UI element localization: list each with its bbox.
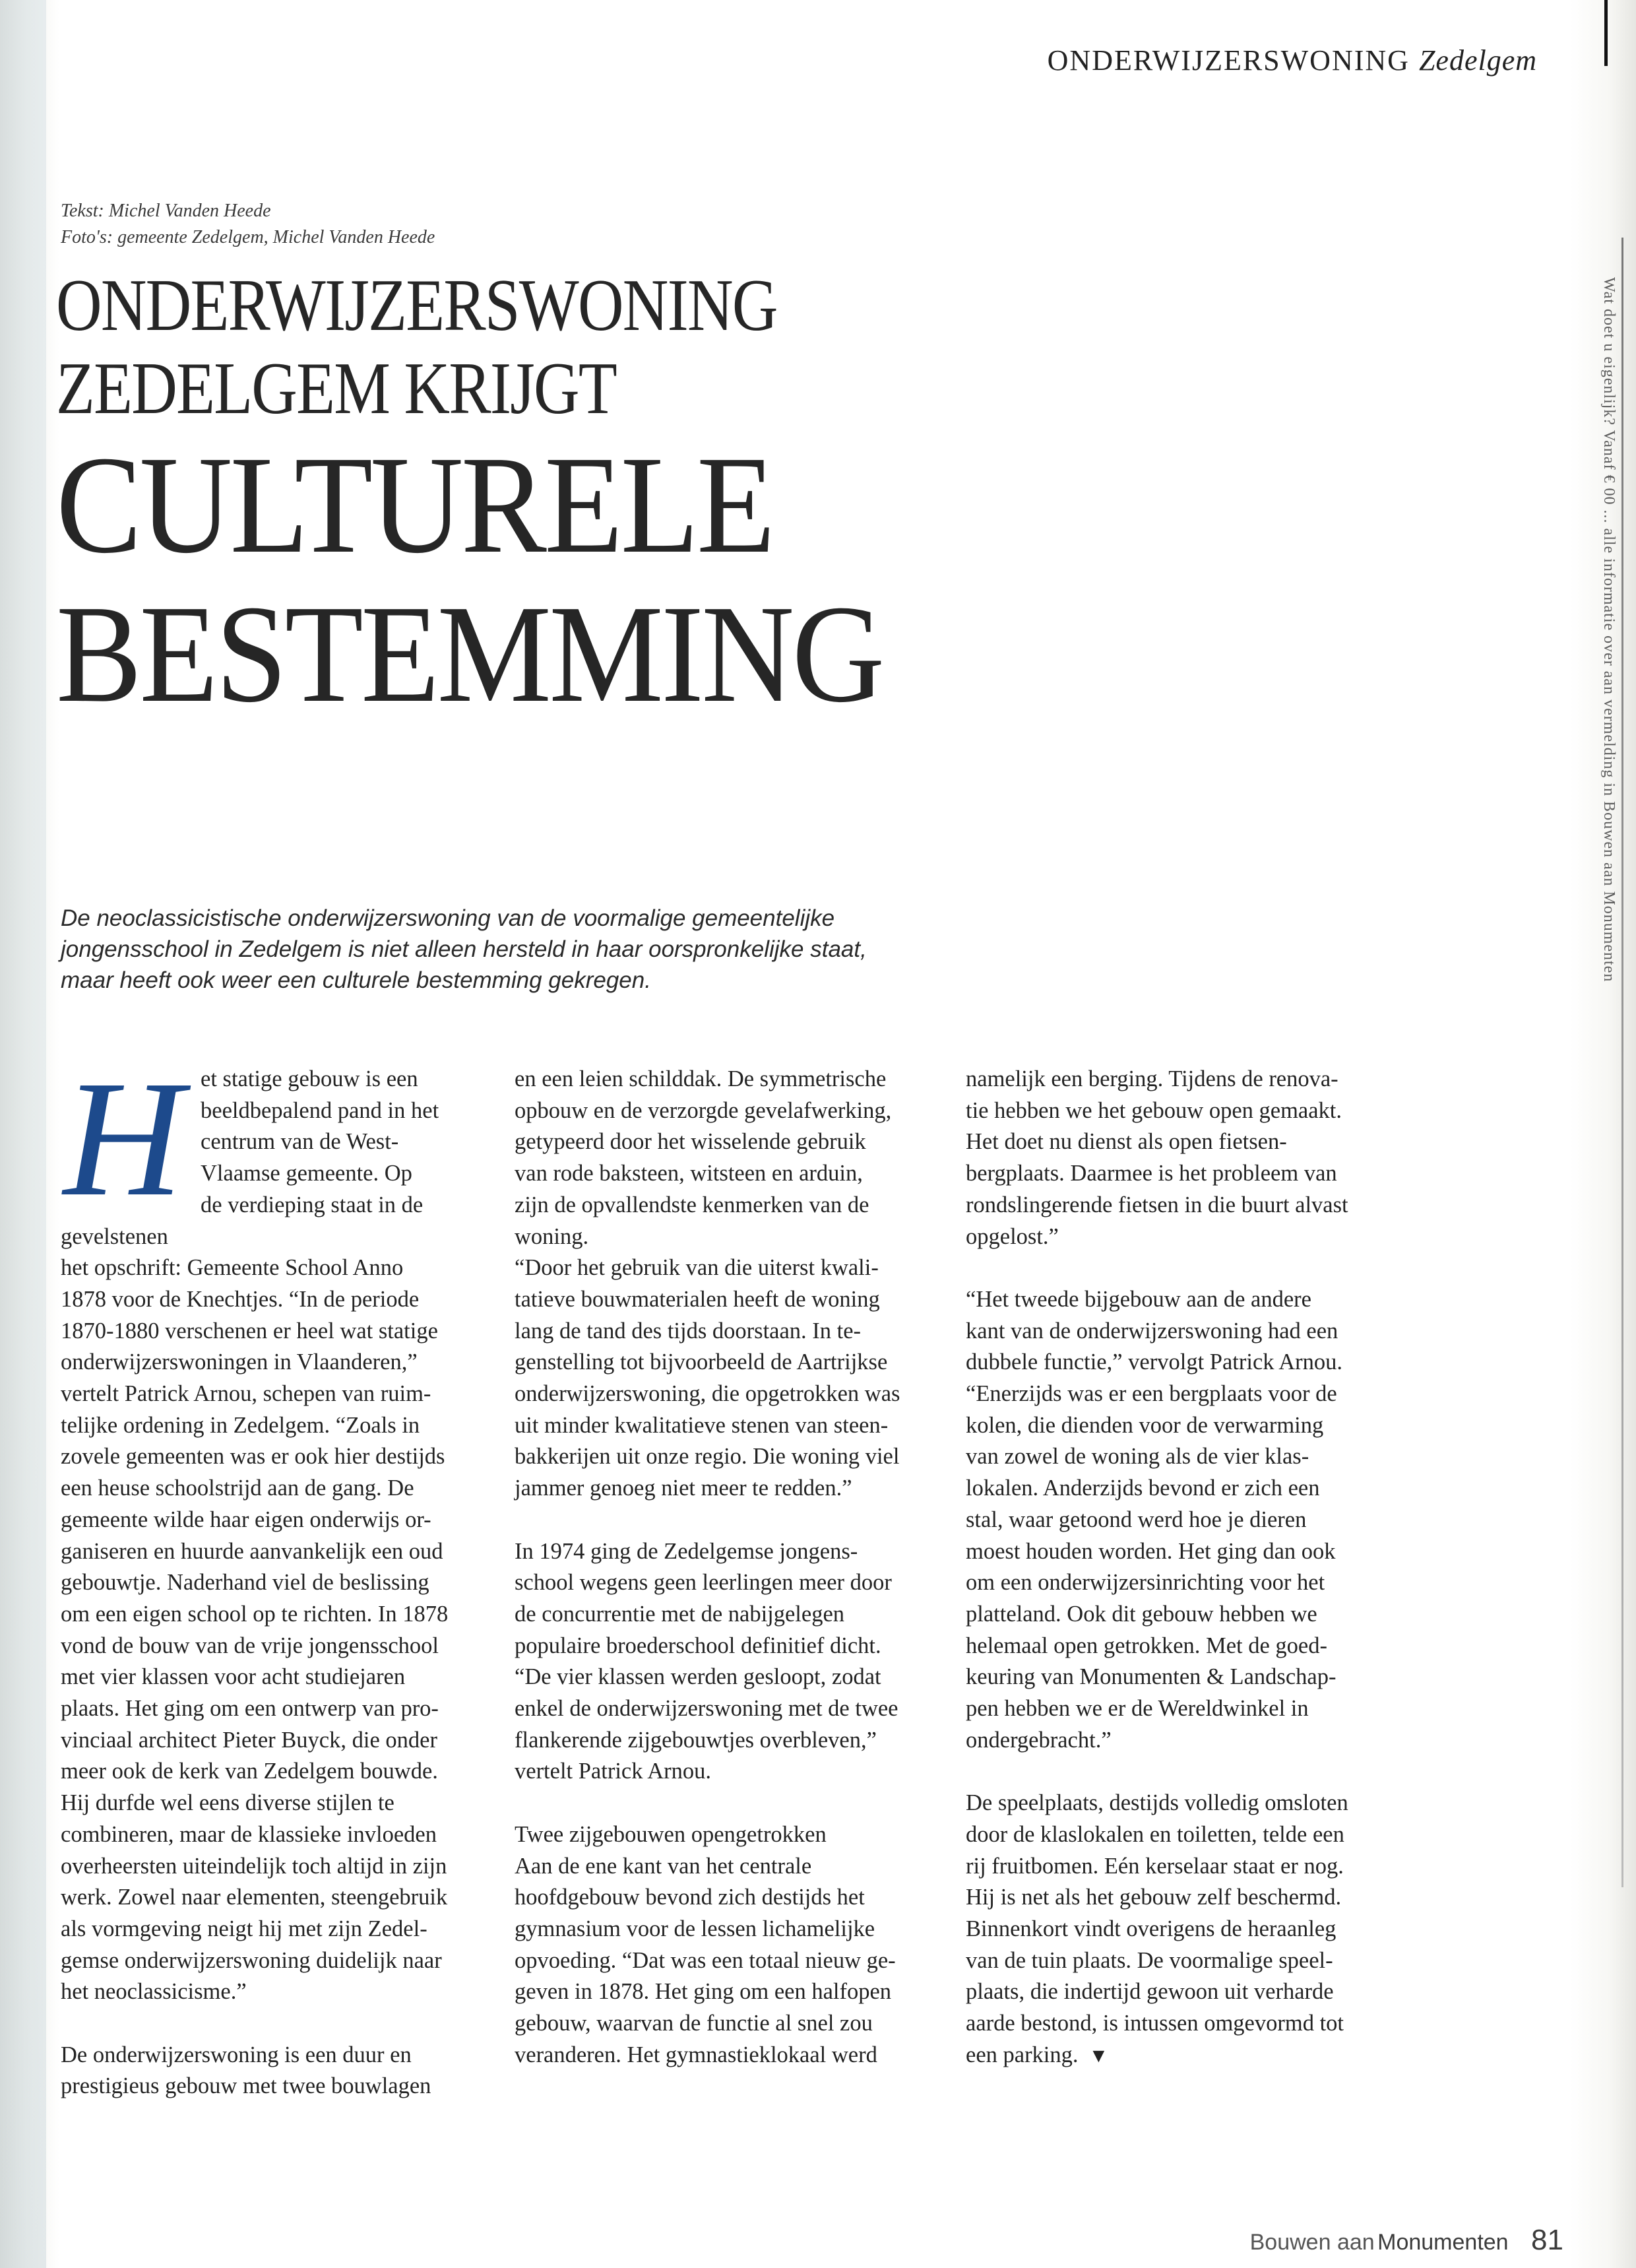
- edge-divider: [1621, 238, 1623, 1887]
- edge-mark: [1604, 0, 1608, 66]
- column2-paragraph-1: en een leien schilddak. De symmetrische opbouw en de verzorgde gevelafwerking, getypeerd door het wisselende gebruik van rode baksteen, witsteen en arduin, zijn de opvallendste kenmerken van de woning. “Door het gebruik van die uiterst kwali- tatieve bouwmaterialen heeft de woning lang de tand des tijds doorstaan. In te- genstelling tot bijvoorbeeld de Aartrijkse onderwijzerswoning, die opgetrokken was uit minder kwalitatieve stenen van steen- bakkerijen uit onze regio. Die woning viel jammer genoeg niet meer te redden.”: [515, 1066, 900, 1501]
- column2-paragraph-2: In 1974 ging de Zedelgemse jongens- school wegens geen leerlingen meer door de concurrentie met de nabijgelegen populaire broederschool definitief dicht. “De vier klassen werden gesloopt, zodat enkel de onderwijzerswoning met de twee flankerende zijgebouwtjes overbleven,” vertelt Patrick Arnou.: [515, 1538, 898, 1784]
- article-title: [56, 264, 955, 729]
- publication-name-part-1: Bouwen aan: [1249, 2230, 1375, 2255]
- column3-paragraph-2: “Het tweede bijgebouw aan de andere kant van de onderwijzerswoning had een dubbele functie,” vervolgt Patrick Arnou. “Enerzijds was er een bergplaats voor de kolen, die dienden voor de verwarming van zowel de woning als de vier klas- lokalen. Anderzijds bevond er zich een stal, waar getoond werd hoe je dieren moest houden worden. Het ging dan ook om een onderwijzersinrichting voor het platteland. Ook dit gebouw hebben we helemaal open getrokken. Met de goed- keuring van Monumenten & Landschap- pen hebben we er de Wereldwinkel in ondergebracht.”: [966, 1286, 1343, 1753]
- photo-credit: Foto's: gemeente Zedelgem, Michel Vanden Heede: [61, 227, 435, 247]
- text-column-2: [515, 1064, 937, 2071]
- text-credit: Tekst: Michel Vanden Heede: [61, 201, 271, 221]
- column3-paragraph-1: namelijk een berging. Tijdens de renova- tie hebben we het gebouw open gemaakt. Het doet nu dienst als open fietsen- bergplaats. Daarmee is het probleem van rondslingerende fietsen in die buurt alvast opgelost.”: [966, 1066, 1348, 1249]
- running-header-title: ONDERWIJZERSWONING: [1047, 44, 1410, 77]
- publication-name-part-2: Monumenten: [1377, 2230, 1509, 2255]
- drop-cap: H: [63, 1046, 183, 1231]
- left-page-edge: [0, 0, 46, 2268]
- column3-paragraph-3: [966, 1788, 1388, 2071]
- title-line-1: ONDERWIJZERSWONING: [56, 265, 777, 346]
- text-column-3: [966, 1064, 1388, 2071]
- running-header-place: Zedelgem: [1418, 44, 1537, 77]
- lede-paragraph: De neoclassicistische onderwijzerswoning van de voormalige gemeentelijke jongensschool in Zedelgem is niet alleen hersteld in haar oorspronkelijke staat, maar heeft ook weer een culturele bestemming gekregen.: [61, 905, 867, 993]
- end-of-article-icon: ▼: [1088, 2044, 1109, 2067]
- column2-paragraph-3: Twee zijgebouwen opengetrokken Aan de ene kant van het centrale hoofdgebouw bevond zich destijds het gymnasium voor de lessen lichamelijke opvoeding. “Dat was een totaal nieuw ge- geven in 1878. Het ging om een halfopen gebouw, waarvan de functie al snel zou veranderen. Het gymnastieklokaal werd: [515, 1821, 896, 2067]
- running-header: [1048, 44, 1537, 77]
- title-line-2: ZEDELGEM KRIJGT: [56, 348, 616, 430]
- title-line-3: CULTURELE: [56, 427, 773, 582]
- column1-paragraph-2: De onderwijzerswoning is een duur en prestigieus gebouw met twee bouwlagen: [61, 2042, 431, 2099]
- title-line-4: BESTEMMING: [56, 576, 883, 731]
- page-number: 81: [1531, 2224, 1563, 2256]
- column1-paragraph-1: et statige gebouw is een beeldbepalend pand in het centrum van de West- Vlaamse gemeente. Op de verdieping staat in de gevelstenen het opschrift: Gemeente School Anno 1878 voor de Knechtjes. “In de periode 1870-1880 verschenen er heel wat statige onderwijzerswoningen in Vlaanderen,” vertelt Patrick Arnou, schepen van ruim- telijke ordening in Zedelgem. “Zoals in zovele gemeenten was er ook hier destijds een heuse schoolstrijd aan de gang. De gemeente wilde haar eigen onderwijs or- ganiseren en huurde aanvankelijk een oud gebouwtje. Naderhand viel de beslissing om een eigen school op te richten. In 1878 vond de bouw van de vrije jongensschool met vier klassen voor acht studiejaren plaats. Het ging om een ontwerp van pro- vinciaal architect Pieter Buyck, die onder meer ook de kerk van Zedelgem bouwde. Hij durfde wel eens diverse stijlen te combineren, maar de klassieke invloeden overheersten uiteindelijk toch altijd in zijn werk. Zowel naar elementen, steengebruik als vormgeving neigt hij met zijn Zedel- gemse onderwijzerswoning duidelijk naar het neoclassicisme.”: [61, 1066, 449, 2005]
- side-strip-text: Wat doet u eigenlijk? Vanaf € 00 ... alle informatie over aan vermelding in Bouwen aan Monumenten: [1600, 277, 1618, 983]
- column3-paragraph-3-text: De speelplaats, destijds volledig omsloten door de klaslokalen en toiletten, telde een rij fruitbomen. Eén kerselaar staat er nog. Hij is net als het gebouw zelf beschermd. Binnenkort vindt overigens de heraanleg van de tuin plaats. De voormalige speel- plaats, die indertijd gewoon uit verharde aarde bestond, is intussen omgevormd tot een parking.: [966, 1790, 1348, 2067]
- text-column-1: [61, 1046, 489, 2102]
- credits: [61, 198, 435, 251]
- page-footer: [1250, 2224, 1563, 2257]
